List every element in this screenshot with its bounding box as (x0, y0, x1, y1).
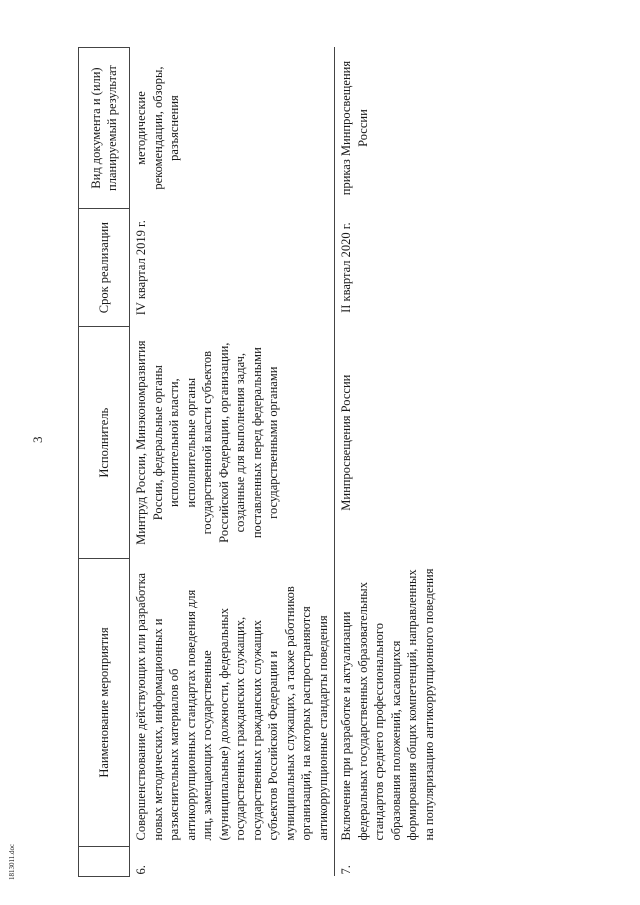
deadline-cell: II квартал 2020 г. (339, 222, 353, 313)
table-row (335, 48, 441, 877)
document-file-code: 1813011.doc (8, 843, 16, 880)
result-cell: методические рекомендации, обзоры, разъяснения (130, 48, 335, 209)
event-name-cell: Включение при разработке и актуализации федеральных государственных образовательных стандартов среднего профессионального образования положений, касающихся формирования общих компетенций, направленных на популяризацию антикоррупционного поведения (339, 568, 436, 841)
header-result: Вид документа и (или) планируемый результат (79, 48, 130, 209)
header-executor: Исполнитель (79, 327, 130, 559)
executor-cell: Минпросвещения России (339, 374, 353, 511)
rotated-table-area (78, 27, 598, 877)
header-number (79, 846, 130, 876)
executor-cell: Минтруд России, Минэкономразвития России, федеральные органы исполнительной власти, исполнительные органы государственной власти субъектов Российской Федерации, организации, созданные для выполнения задач, поставленных перед федеральными государственными органами (130, 327, 335, 559)
table-row (130, 48, 335, 877)
events-table (78, 47, 440, 877)
event-name-cell: Совершенствование действующих или разработка новых методических, информационных и разъяснительных материалов об антикоррупционных стандартах поведения для лиц, замещающих государственные (муниципальные) должности, федеральных государственных гражданских служащих, государственных гражданских служащих субъектов Российской Федерации и муниципальных служащих, а также работников организаций, на которых распространяются антикоррупционные стандарты поведения (130, 559, 335, 847)
row-number: 7. (339, 865, 353, 875)
page-number: 3 (30, 436, 45, 443)
result-cell: приказ Минпросвещения России (339, 60, 370, 196)
row-number: 6. (130, 846, 335, 876)
deadline-cell: IV квартал 2019 г. (130, 209, 335, 327)
header-deadline: Срок реализации (79, 209, 130, 327)
table-header-row (79, 48, 130, 877)
header-event-name: Наименование мероприятия (79, 559, 130, 847)
